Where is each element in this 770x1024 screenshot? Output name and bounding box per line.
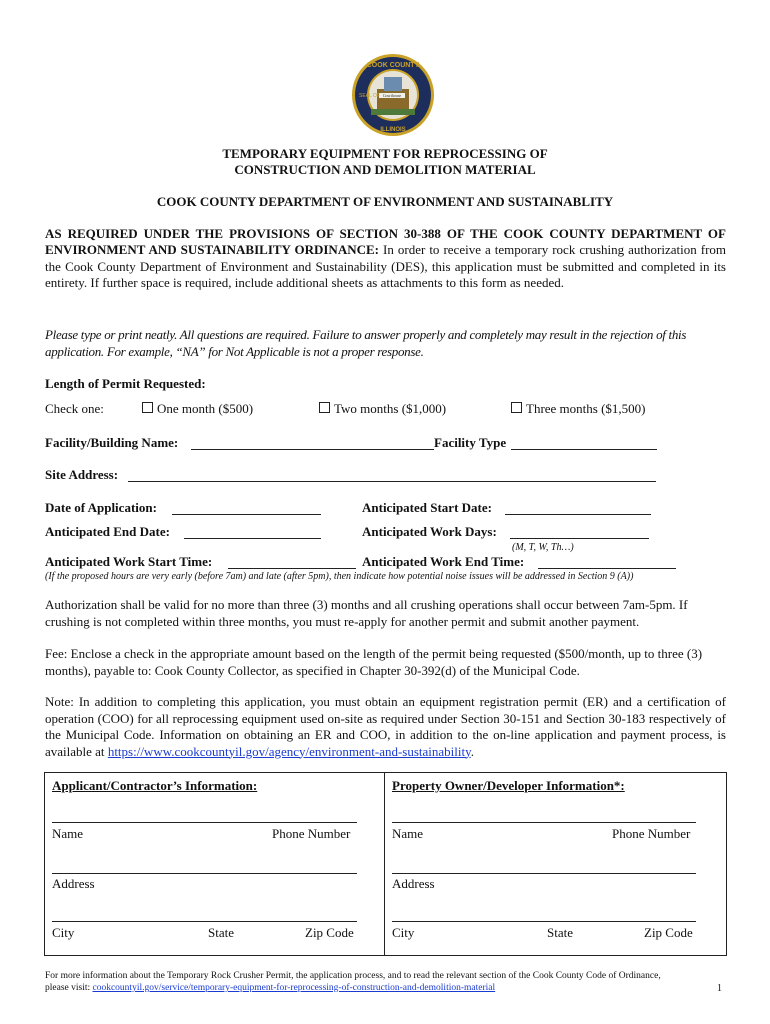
facility-name-field[interactable] (191, 449, 434, 450)
authorization-paragraph: Authorization shall be valid for no more than three (3) months and all crushing operations shall occur between 7am-5pm. If crushing is not completed within three months, you must re-apply for another permit and submit another payment. (45, 597, 688, 629)
work-days-label: Anticipated Work Days: (362, 524, 497, 539)
site-address-label: Site Address: (45, 467, 119, 482)
facility-type-field[interactable] (511, 449, 657, 450)
seal-banner: Courthouse (382, 93, 402, 98)
facility-name-label: Facility/Building Name: (45, 435, 179, 450)
applicant-state-label: State (208, 925, 234, 940)
applicant-city-field[interactable] (52, 921, 357, 922)
county-seal (351, 53, 435, 137)
fee-paragraph: Fee: Enclose a check in the appropriate amount based on the length of the permit being requested ($500/month, up to three (3) months), payable to: Cook County Collector, as specified in Chapter 30-392(d) of the Municipal Code. (45, 646, 703, 678)
applicant-zip-label: Zip Code (305, 925, 354, 940)
work-end-label: Anticipated Work End Time: (362, 554, 525, 569)
applicant-name-field[interactable] (52, 822, 357, 823)
applicant-city-label: City (52, 925, 75, 940)
footer-line1: For more information about the Temporary Rock Crusher Permit, the application process, and to read the relevant section of the Cook County Code of Ordinance, (45, 971, 661, 981)
site-address-field[interactable] (128, 481, 656, 482)
applicant-address-label: Address (52, 876, 95, 891)
intro-regular: In order to receive a temporary rock crushing authorization from the Cook County Department of Environment and Sustainability (DES), this application must be submitted and completed in its entirety. If further space is required, include additional sheets as attachments to this form as needed. (45, 242, 727, 290)
option-one-month[interactable] (142, 401, 253, 417)
seal-ring-bottom: ILLINOIS (380, 127, 406, 133)
checkbox-three-months[interactable] (511, 402, 522, 413)
work-start-field[interactable] (228, 568, 356, 569)
checkbox-two-months[interactable] (319, 402, 330, 413)
owner-name-label: Name (392, 826, 424, 841)
start-date-field[interactable] (505, 514, 651, 515)
owner-state-label: State (547, 925, 573, 940)
note-end: . (470, 743, 475, 759)
applicant-address-field[interactable] (52, 873, 357, 874)
end-date-label: Anticipated End Date: (45, 524, 170, 539)
owner-city-label: City (392, 925, 415, 940)
department-name: COOK COUNTY DEPARTMENT OF ENVIRONMENT AND SUSTAINABLITY (156, 194, 614, 209)
work-start-label: Anticipated Work Start Time: (45, 554, 213, 569)
owner-address-label: Address (392, 876, 435, 891)
option-two-months[interactable] (319, 401, 446, 417)
start-date-label: Anticipated Start Date: (362, 500, 492, 515)
hours-note: (If the proposed hours are very early (before 7am) and late (after 5pm), then indicate how potential noise issues will be addressed in Section 9 (A)) (45, 571, 634, 582)
work-days-field[interactable] (510, 538, 649, 539)
footer-permit-link[interactable]: cookcountyil.gov/service/temporary-equipment-for-reprocessing-of-construction-and-demolition-material (92, 983, 496, 993)
info-table-divider (384, 772, 385, 956)
owner-phone-label: Phone Number (612, 826, 691, 841)
intro-paragraph (45, 226, 726, 291)
applicant-name-label: Name (52, 826, 84, 841)
des-website-link[interactable]: https://www.cookcountyil.gov/agency/environment-and-sustainability (107, 743, 471, 759)
intro-bold: AS REQUIRED UNDER THE PROVISIONS OF SECTION 30-388 OF THE COOK COUNTY DEPARTMENT OF ENVIRONMENT AND SUSTAINABILITY ORDINANCE: (45, 226, 726, 258)
end-date-field[interactable] (184, 538, 321, 539)
facility-type-label: Facility Type (434, 435, 507, 450)
owner-zip-label: Zip Code (644, 925, 693, 940)
work-days-hint: (M, T, W, Th…) (512, 542, 574, 553)
page-number: 1 (717, 983, 722, 994)
option-one-month-label: One month ($500) (157, 401, 254, 416)
seal-ring-left: SEAL OF (359, 93, 380, 99)
date-application-label: Date of Application: (45, 500, 157, 515)
note-paragraph (45, 694, 726, 760)
form-title-line2: CONSTRUCTION AND DEMOLITION MATERIAL (234, 162, 536, 177)
footer-line2 (45, 982, 495, 994)
option-three-months-label: Three months ($1,500) (526, 401, 646, 416)
instructions: Please type or print neatly. All questions are required. Failure to answer properly and completely may result in the rejection of this application. For example, “NA” for Not Applicable is not a proper response. (45, 327, 687, 359)
owner-city-field[interactable] (392, 921, 696, 922)
work-end-field[interactable] (538, 568, 676, 569)
checkbox-one-month[interactable] (142, 402, 153, 413)
footer-visit-label: please visit: (45, 983, 91, 993)
owner-name-field[interactable] (392, 822, 696, 823)
note-text: Note: In addition to completing this application, you must obtain an equipment registration permit (ER) and a certification of operation (COO) for all reprocessing equipment used on-site as required under Section 30-151 and Section 30-183 respectively of the Municipal Code. Information on obtaining an ER and COO, in addition to the on-line application and payment process, is available at (45, 694, 726, 759)
form-title-line1: TEMPORARY EQUIPMENT FOR REPROCESSING OF (222, 146, 548, 161)
applicant-phone-label: Phone Number (272, 826, 351, 841)
applicant-heading: Applicant/Contractor’s Information: (52, 778, 258, 793)
option-three-months[interactable] (511, 401, 646, 417)
permit-heading: Length of Permit Requested: (45, 376, 206, 391)
option-two-months-label: Two months ($1,000) (334, 401, 447, 416)
owner-heading: Property Owner/Developer Information*: (392, 778, 625, 793)
owner-address-field[interactable] (392, 873, 696, 874)
date-application-field[interactable] (172, 514, 321, 515)
info-table (44, 772, 727, 956)
seal-ring-top: COOK COUNTY (366, 62, 420, 69)
check-one-label: Check one: (45, 401, 104, 416)
